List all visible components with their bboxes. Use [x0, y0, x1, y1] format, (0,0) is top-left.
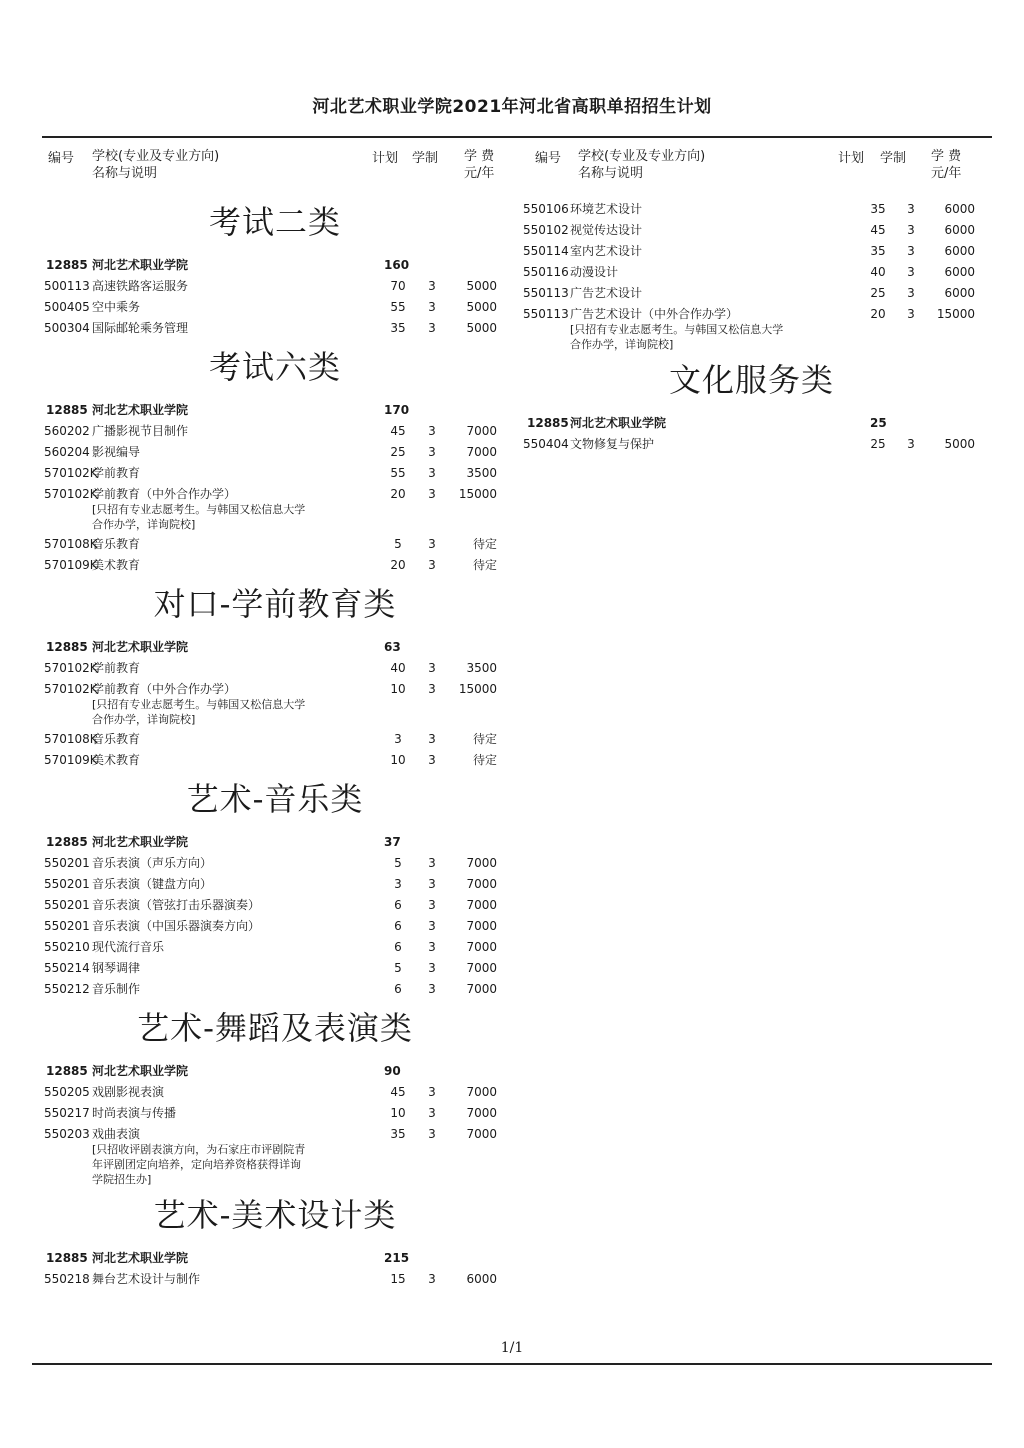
- major-code: 570109K: [44, 753, 98, 767]
- major-name: 音乐教育: [92, 537, 141, 551]
- plan-count: 5: [394, 537, 402, 551]
- major-name: 国际邮轮乘务管理: [92, 321, 189, 335]
- study-years: 3: [428, 1106, 436, 1120]
- plan-count: 35: [390, 321, 406, 335]
- study-years: 3: [907, 307, 915, 321]
- school-plan-total: 63: [384, 640, 401, 654]
- tuition-fee: 7000: [466, 1106, 497, 1120]
- major-code: 550113: [523, 286, 569, 300]
- plan-count: 45: [390, 1085, 406, 1099]
- major-code: 570108K: [44, 732, 98, 746]
- category-section: [44, 1195, 506, 1290]
- study-years: 3: [428, 753, 436, 767]
- major-code: 550114: [523, 244, 569, 258]
- study-years: 3: [428, 1085, 436, 1099]
- major-note: [只招有专业志愿考生。与韩国又松信息大学 合作办学，详询院校]: [570, 323, 784, 351]
- school-name: 河北艺术职业学院: [92, 640, 189, 654]
- plan-count: 15: [390, 1272, 406, 1286]
- study-years: 3: [428, 300, 436, 314]
- tuition-fee: 7000: [466, 1127, 497, 1141]
- tuition-fee: 待定: [472, 732, 497, 746]
- school-name: 河北艺术职业学院: [92, 1251, 189, 1265]
- plan-count: 40: [390, 661, 406, 675]
- tuition-fee: 3500: [466, 661, 497, 675]
- tuition-fee: 6000: [944, 265, 975, 279]
- header-school-sub: 名称与说明: [578, 166, 644, 181]
- tuition-fee: 6000: [466, 1272, 497, 1286]
- study-years: 3: [428, 321, 436, 335]
- study-years: 3: [428, 982, 436, 996]
- school-row: [523, 412, 980, 434]
- study-years: 3: [907, 244, 915, 258]
- school-name: 河北艺术职业学院: [92, 1064, 189, 1078]
- table-row: [44, 729, 506, 750]
- table-row: [44, 534, 506, 555]
- category-section: [523, 360, 980, 455]
- major-name: 空中乘务: [92, 300, 141, 314]
- header-code: 编号: [535, 151, 562, 166]
- table-row: [523, 262, 980, 283]
- header-years: 学制: [412, 151, 439, 166]
- major-code: 550106: [523, 202, 569, 216]
- plan-count: 25: [870, 437, 886, 451]
- major-name: 影视编导: [92, 445, 141, 459]
- plan-count: 10: [390, 682, 406, 696]
- plan-count: 35: [870, 244, 886, 258]
- document-title: 河北艺术职业学院2021年河北省高职单招招生计划: [312, 97, 712, 117]
- top-rule: [42, 136, 992, 138]
- major-name: 学前教育: [92, 466, 141, 480]
- major-name: 室内艺术设计: [570, 244, 643, 258]
- tuition-fee: 5000: [466, 300, 497, 314]
- table-row: [44, 1269, 506, 1290]
- school-code: 12885: [46, 1064, 88, 1078]
- major-code: 550205: [44, 1085, 90, 1099]
- tuition-fee: 6000: [944, 202, 975, 216]
- school-row: [44, 636, 506, 658]
- plan-count: 6: [394, 940, 402, 954]
- tuition-fee: 6000: [944, 223, 975, 237]
- major-note: [只招收评剧表演方向，为石家庄市评剧院青 年评剧团定向培养，定向培养资格获得详询 学院招生办]: [92, 1143, 306, 1186]
- school-code: 12885: [46, 640, 88, 654]
- table-row: [44, 874, 506, 895]
- major-code: 550201: [44, 919, 90, 933]
- plan-count: 10: [390, 1106, 406, 1120]
- category-title: 艺术-音乐类: [186, 780, 364, 818]
- major-name: 时尚表演与传播: [92, 1106, 177, 1120]
- study-years: 3: [428, 487, 436, 501]
- tuition-fee: 5000: [466, 321, 497, 335]
- plan-count: 35: [390, 1127, 406, 1141]
- table-row: [44, 958, 506, 979]
- table-row: [523, 220, 980, 241]
- study-years: 3: [428, 732, 436, 746]
- plan-count: 70: [390, 279, 406, 293]
- major-code: 560202: [44, 424, 90, 438]
- study-years: 3: [428, 898, 436, 912]
- plan-count: 25: [390, 445, 406, 459]
- school-row: [44, 1247, 506, 1269]
- study-years: 3: [907, 286, 915, 300]
- school-name: 河北艺术职业学院: [570, 416, 667, 430]
- tuition-fee: 6000: [944, 286, 975, 300]
- major-code: 550203: [44, 1127, 90, 1141]
- major-code: 550210: [44, 940, 90, 954]
- major-name: 学前教育（中外合作办学）: [92, 487, 237, 501]
- study-years: 3: [428, 1127, 436, 1141]
- tuition-fee: 3500: [466, 466, 497, 480]
- plan-count: 45: [390, 424, 406, 438]
- major-name: 高速铁路客运服务: [92, 279, 189, 293]
- school-code: 12885: [46, 403, 88, 417]
- header-fee-sub: 元/年: [931, 166, 962, 181]
- category-title: 艺术-美术设计类: [153, 1196, 397, 1234]
- tuition-fee: 6000: [944, 244, 975, 258]
- header-years: 学制: [880, 151, 907, 166]
- school-row: [44, 1060, 506, 1082]
- tuition-fee: 7000: [466, 982, 497, 996]
- tuition-fee: 15000: [458, 682, 497, 696]
- tuition-fee: 7000: [466, 898, 497, 912]
- major-code: 560204: [44, 445, 90, 459]
- table-row: [523, 199, 980, 220]
- study-years: 3: [907, 265, 915, 279]
- school-code: 12885: [46, 1251, 88, 1265]
- major-code: 550201: [44, 856, 90, 870]
- major-name: 钢琴调律: [92, 961, 141, 975]
- header-code: 编号: [48, 151, 75, 166]
- table-row: [523, 304, 980, 325]
- plan-count: 6: [394, 919, 402, 933]
- major-code: 570102K: [44, 682, 98, 696]
- study-years: 3: [428, 424, 436, 438]
- study-years: 3: [428, 537, 436, 551]
- major-code: 570108K: [44, 537, 98, 551]
- plan-count: 20: [870, 307, 886, 321]
- header-school: 学校(专业及专业方向): [92, 149, 220, 164]
- major-name: 音乐表演（管弦打击乐器演奏）: [92, 898, 261, 912]
- major-name: 广告艺术设计（中外合作办学）: [570, 307, 739, 321]
- bottom-rule: [32, 1363, 992, 1365]
- major-name: 戏曲表演: [92, 1127, 141, 1141]
- plan-count: 5: [394, 961, 402, 975]
- table-row: [523, 283, 980, 304]
- major-code: 570102K: [44, 487, 98, 501]
- study-years: 3: [428, 940, 436, 954]
- table-row: [523, 241, 980, 262]
- school-plan-total: 90: [384, 1064, 401, 1078]
- table-row: [44, 297, 506, 318]
- major-code: 550201: [44, 877, 90, 891]
- tuition-fee: 5000: [944, 437, 975, 451]
- plan-count: 20: [390, 487, 406, 501]
- study-years: 3: [428, 1272, 436, 1286]
- major-code: 550217: [44, 1106, 90, 1120]
- plan-count: 55: [390, 300, 406, 314]
- left-column-header: [44, 144, 506, 194]
- major-code: 550214: [44, 961, 90, 975]
- plan-count: 55: [390, 466, 406, 480]
- major-name: 环境艺术设计: [570, 202, 643, 216]
- header-plan: 计划: [838, 151, 865, 166]
- table-row: [44, 1082, 506, 1103]
- plan-count: 6: [394, 982, 402, 996]
- major-code: 550212: [44, 982, 90, 996]
- major-name: 现代流行音乐: [92, 940, 165, 954]
- table-row: [44, 658, 506, 679]
- school-name: 河北艺术职业学院: [92, 258, 189, 272]
- school-plan-total: 170: [384, 403, 410, 417]
- plan-count: 35: [870, 202, 886, 216]
- header-fee: 学 费: [931, 149, 962, 164]
- category-section: [44, 584, 506, 771]
- table-row: [44, 750, 506, 771]
- study-years: 3: [428, 558, 436, 572]
- table-row: [44, 979, 506, 1000]
- major-name: 美术教育: [92, 753, 141, 767]
- school-row: [44, 254, 506, 276]
- category-section: [44, 1008, 506, 1187]
- table-row: [44, 318, 506, 339]
- tuition-fee: 7000: [466, 856, 497, 870]
- left-column: [44, 144, 506, 1290]
- table-row: [44, 555, 506, 576]
- table-row: [44, 421, 506, 442]
- major-code: 570109K: [44, 558, 98, 572]
- tuition-fee: 7000: [466, 877, 497, 891]
- study-years: 3: [428, 466, 436, 480]
- major-name: 文物修复与保护: [570, 437, 655, 451]
- table-row: [44, 463, 506, 484]
- major-name: 视觉传达设计: [570, 223, 643, 237]
- plan-count: 45: [870, 223, 886, 237]
- table-row: [44, 895, 506, 916]
- major-code: 550201: [44, 898, 90, 912]
- major-code: 500113: [44, 279, 90, 293]
- major-name: 学前教育: [92, 661, 141, 675]
- major-code: 550404: [523, 437, 569, 451]
- header-fee: 学 费: [464, 149, 495, 164]
- category-section: [44, 347, 506, 576]
- tuition-fee: 7000: [466, 961, 497, 975]
- major-name: 音乐表演（键盘方向）: [92, 877, 213, 891]
- tuition-fee: 待定: [472, 537, 497, 551]
- table-row: [44, 679, 506, 700]
- header-school: 学校(专业及专业方向): [578, 149, 706, 164]
- header-school-sub: 名称与说明: [92, 166, 158, 181]
- table-row: [523, 434, 980, 455]
- major-code: 550113: [523, 307, 569, 321]
- major-code: 570102K: [44, 466, 98, 480]
- study-years: 3: [907, 202, 915, 216]
- study-years: 3: [428, 661, 436, 675]
- study-years: 3: [428, 961, 436, 975]
- study-years: 3: [428, 279, 436, 293]
- major-name: 美术教育: [92, 558, 141, 572]
- category-title: 对口-学前教育类: [153, 585, 397, 623]
- study-years: 3: [428, 682, 436, 696]
- study-years: 3: [907, 437, 915, 451]
- study-years: 3: [428, 877, 436, 891]
- plan-count: 10: [390, 753, 406, 767]
- tuition-fee: 待定: [472, 753, 497, 767]
- table-row: [44, 276, 506, 297]
- major-code: 550102: [523, 223, 569, 237]
- tuition-fee: 7000: [466, 1085, 497, 1099]
- tuition-fee: 待定: [472, 558, 497, 572]
- category-title: 考试二类: [208, 203, 341, 241]
- school-plan-total: 160: [384, 258, 410, 272]
- table-row: [44, 937, 506, 958]
- study-years: 3: [428, 445, 436, 459]
- school-name: 河北艺术职业学院: [92, 403, 189, 417]
- major-name: 舞台艺术设计与制作: [92, 1272, 201, 1286]
- right-column: [523, 144, 980, 455]
- major-name: 广播影视节目制作: [92, 424, 189, 438]
- table-row: [44, 1103, 506, 1124]
- header-plan: 计划: [372, 151, 399, 166]
- left-sections: [44, 202, 506, 1290]
- major-code: 550218: [44, 1272, 90, 1286]
- table-row: [44, 916, 506, 937]
- category-title: 文化服务类: [668, 361, 834, 399]
- tuition-fee: 15000: [936, 307, 975, 321]
- tuition-fee: 7000: [466, 424, 497, 438]
- page-number: 1/1: [500, 1340, 524, 1356]
- major-code: 550116: [523, 265, 569, 279]
- tuition-fee: 7000: [466, 919, 497, 933]
- tuition-fee: 7000: [466, 940, 497, 954]
- plan-count: 6: [394, 898, 402, 912]
- major-code: 500304: [44, 321, 90, 335]
- plan-count: 3: [394, 732, 402, 746]
- major-name: 音乐表演（中国乐器演奏方向）: [92, 919, 261, 933]
- major-name: 戏剧影视表演: [92, 1085, 165, 1099]
- category-title: 艺术-舞蹈及表演类: [137, 1009, 413, 1047]
- study-years: 3: [428, 856, 436, 870]
- category-section: [44, 202, 506, 339]
- right-column-header: [523, 144, 980, 194]
- right-continued-rows: [523, 199, 980, 352]
- plan-count: 25: [870, 286, 886, 300]
- tuition-fee: 7000: [466, 445, 497, 459]
- school-name: 河北艺术职业学院: [92, 835, 189, 849]
- table-row: [44, 1124, 506, 1145]
- table-row: [44, 853, 506, 874]
- right-sections: [523, 360, 980, 455]
- table-row: [44, 442, 506, 463]
- major-note: [只招有专业志愿考生。与韩国又松信息大学 合作办学，详询院校]: [92, 503, 306, 531]
- major-code: 570102K: [44, 661, 98, 675]
- header-fee-sub: 元/年: [464, 166, 495, 181]
- school-row: [44, 399, 506, 421]
- major-name: 广告艺术设计: [570, 286, 643, 300]
- major-name: 音乐表演（声乐方向）: [92, 856, 213, 870]
- major-name: 学前教育（中外合作办学）: [92, 682, 237, 696]
- plan-count: 20: [390, 558, 406, 572]
- category-title: 考试六类: [208, 348, 341, 386]
- school-code: 12885: [46, 835, 88, 849]
- tuition-fee: 15000: [458, 487, 497, 501]
- plan-count: 5: [394, 856, 402, 870]
- study-years: 3: [907, 223, 915, 237]
- major-name: 动漫设计: [570, 265, 619, 279]
- plan-count: 3: [394, 877, 402, 891]
- study-years: 3: [428, 919, 436, 933]
- major-name: 音乐教育: [92, 732, 141, 746]
- school-code: 12885: [527, 416, 569, 430]
- school-plan-total: 215: [384, 1251, 410, 1265]
- tuition-fee: 5000: [466, 279, 497, 293]
- major-note: [只招有专业志愿考生。与韩国又松信息大学 合作办学，详询院校]: [92, 698, 306, 726]
- school-code: 12885: [46, 258, 88, 272]
- major-name: 音乐制作: [92, 982, 141, 996]
- table-row: [44, 484, 506, 505]
- category-section: [44, 779, 506, 1000]
- school-plan-total: 25: [870, 416, 887, 430]
- plan-count: 40: [870, 265, 886, 279]
- major-code: 500405: [44, 300, 90, 314]
- school-plan-total: 37: [384, 835, 401, 849]
- school-row: [44, 831, 506, 853]
